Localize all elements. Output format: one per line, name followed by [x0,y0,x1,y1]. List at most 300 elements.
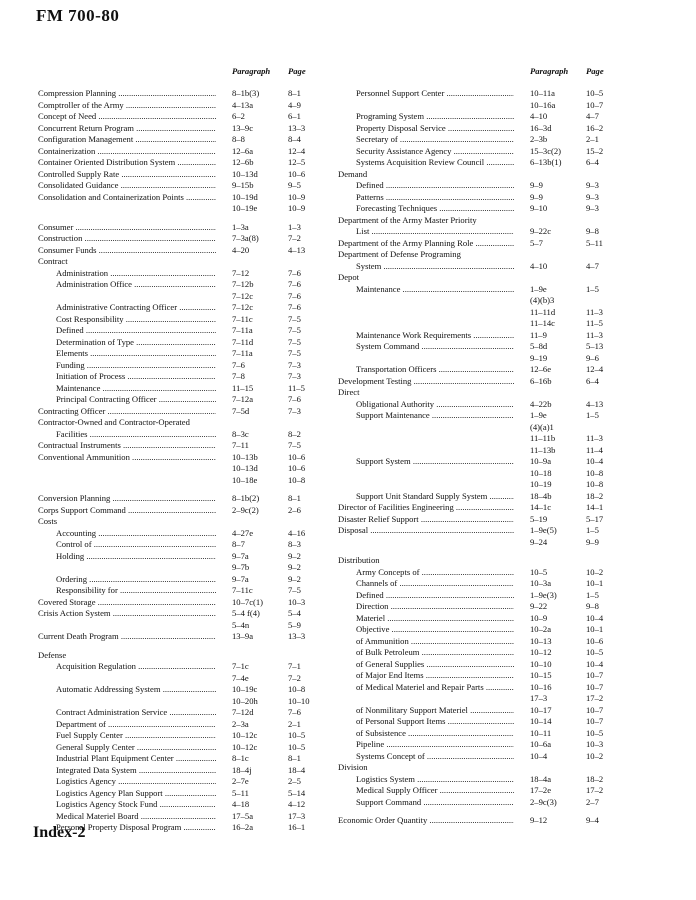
entry-term: Systems Concept of ..... [356,751,514,763]
index-entry [38,256,328,268]
entry-paragraph: 2–7e [232,776,249,786]
entry-paragraph: 10–20h [232,695,258,706]
entry-term: Programing System ..... [356,111,514,123]
index-entry [38,719,328,731]
index-entry [38,440,328,452]
entry-paragraph: 4–13a [232,99,254,110]
entry-paragraph: 18–4b [530,490,552,501]
entry-page: 12–4 [288,145,306,156]
entry-term: Patterns ..... [356,192,514,204]
entry-page: 8–3 [288,539,301,549]
entry-page: 10–5 [288,730,306,740]
entry-paragraph: 7–12 [232,267,250,278]
entry-page: 10–3 [586,739,604,749]
index-entry [338,636,614,648]
entry-page: 7–6 [288,302,301,312]
entry-paragraph: 10–13 [530,635,552,646]
entry-page: 10–7 [586,704,604,715]
entry-term: Forecasting Techniques ..... [356,203,514,215]
index-entry [38,562,328,574]
entry-term: of Bulk Petroleum ..... [356,647,514,659]
page-column-header: Page [288,66,306,76]
index-entry [38,661,328,673]
entry-page: 1–5 [586,525,599,535]
entry-term: Army Concepts of ..... [356,567,514,579]
entry-paragraph: 7–4e [232,672,249,683]
entry-paragraph: 6–16b [530,375,552,386]
index-entry [38,245,328,257]
index-entry [38,417,328,429]
entry-term: List ..... [356,226,514,238]
entry-page: 4–9 [288,99,301,110]
entry-term: Distribution [338,555,380,565]
entry-page: 10–5 [586,88,604,98]
entry-term: Contractual Instruments ..... [38,440,216,452]
entry-paragraph: 9–9 [530,191,543,202]
entry-paragraph: 9–19 [530,352,548,363]
entry-term: Consumer ..... [38,222,216,234]
entry-paragraph: 10–11a [530,88,555,98]
column-headers [38,62,328,88]
entry-paragraph: 17–2e [530,785,552,795]
entry-paragraph: 8–7 [232,539,245,549]
index-entry [338,364,614,376]
entry-page: 6–4 [586,157,599,167]
index-entry [338,134,614,146]
index-entry [38,574,328,586]
entry-page: 10–4 [586,612,604,623]
entry-paragraph: 7–6 [232,359,245,370]
entry-paragraph: 13–9a [232,631,254,641]
entry-term: Control of ..... [56,539,216,551]
entry-term: Transportation Officers ..... [356,364,514,376]
entry-term: Container Oriented Distribution System ..... [38,157,216,169]
entry-paragraph: 8–1c [232,753,249,763]
entry-term: Objective ..... [356,624,514,636]
entry-paragraph: 10–3a [530,578,552,588]
entry-paragraph: 9–24 [530,536,548,547]
entry-term: Economic Order Quantity ..... [338,815,514,827]
entry-paragraph: 9–22c [530,226,552,236]
page-footer: Index-2 [33,824,86,841]
entry-term: of General Supplies ..... [356,659,514,671]
entry-page: 18–2 [586,773,604,784]
entry-page: 9–2 [288,573,301,584]
entry-page: 9–6 [586,352,599,363]
entry-paragraph: 1–9e(5) [530,525,557,535]
index-entry [38,765,328,777]
index-entry [338,88,614,100]
entry-paragraph: 10–2a [530,624,552,634]
entry-page: 1–5 [586,589,599,600]
entry-term: Defense [38,649,67,660]
entry-term: Director of Facilities Engineering ..... [338,502,514,514]
entry-page: 2–5 [288,776,301,786]
index-entry [38,123,328,135]
entry-paragraph: 7–1c [232,661,249,671]
entry-paragraph: 7–11a [232,325,253,335]
index-entry [38,88,328,100]
entry-page: 9–2 [288,562,301,572]
index-entry [338,797,614,809]
entry-term: of Nonmilitary Support Materiel ..... [356,705,514,717]
entry-term: Contracting Officer ..... [38,406,216,418]
entry-page: 10–6 [288,463,306,473]
entry-page: 18–2 [586,490,604,501]
entry-page: 16–2 [586,122,604,133]
entry-paragraph: 7–12a [232,394,254,404]
index-entry [338,157,614,169]
index-entry [38,394,328,406]
index-entry [338,123,614,135]
entry-page: 10–7 [586,670,604,680]
index-entry [338,226,614,238]
entry-page: 15–2 [586,145,604,156]
entry-term: Consolidation and Containerization Points ..... [38,192,216,204]
entry-term: Department of the Army Master Priority [338,214,477,225]
entry-paragraph: 4–20 [232,244,250,255]
entry-paragraph: (4)(b)3 [530,295,555,305]
entry-paragraph: 9–22 [530,601,548,611]
entry-term: Demand [338,168,368,179]
entry-paragraph: 10–5 [530,566,548,577]
entry-page: 9–3 [586,191,599,202]
index-entry [38,585,328,597]
entry-term: Initiation of Process ..... [56,371,216,383]
entry-term: Maintenance Work Requirements ..... [356,330,514,342]
index-entry [338,433,614,445]
entry-paragraph: 10–10 [530,658,552,669]
entry-page: 7–2 [288,233,301,243]
entry-paragraph: 6–2 [232,111,245,121]
entry-paragraph: 10–12c [232,730,258,740]
entry-term: Support System ..... [356,456,514,468]
entry-paragraph: 5–4n [232,619,250,630]
entry-paragraph: 6–13b(1) [530,157,562,167]
entry-page: 10–7 [586,99,604,110]
entry-paragraph: 17–5a [232,810,254,821]
index-entry [38,146,328,158]
index-entry [38,406,328,418]
index-entry [38,620,328,632]
entry-term: Materiel ..... [356,613,514,625]
entry-term: Administrative Contracting Officer ..... [56,302,216,314]
entry-page: 10–5 [288,741,306,752]
entry-page: 2–1 [586,134,599,144]
entry-paragraph: 7–12c [232,290,254,301]
entry-term: General Supply Center ..... [56,742,216,754]
entry-term: Determination of Type ..... [56,337,216,349]
entry-term: Security Assistance Agency ..... [356,146,514,158]
entry-page: 11–3 [586,433,603,443]
entry-page: 10–6 [288,168,306,179]
index-entry [338,479,614,491]
index-entry [38,799,328,811]
index-entry [338,387,614,399]
entry-term: Administration ..... [56,268,216,280]
index-entry [338,785,614,797]
index-entry [38,279,328,291]
entry-paragraph: 2–3b [530,134,548,144]
entry-page: 5–17 [586,513,604,524]
index-entry [38,463,328,475]
index-entries [338,88,614,827]
entry-paragraph: 16–3d [530,122,552,133]
entry-paragraph: 10–13b [232,451,258,462]
entry-term: Direction ..... [356,601,514,613]
index-entry [338,468,614,480]
entry-paragraph: 16–2a [232,822,254,832]
entry-page: 5–4 [288,608,301,618]
entry-page: 1–5 [586,283,599,294]
entry-term: Logistics Agency Plan Support ..... [56,788,216,800]
entry-paragraph: 10–4 [530,750,548,761]
index-entry [38,134,328,146]
entry-paragraph: 4–22b [530,398,552,409]
entry-paragraph: 9–10 [530,203,548,213]
index-entry [338,578,614,590]
entry-page: 10–10 [288,695,310,706]
index-column-left [38,62,328,834]
index-entry [338,146,614,158]
entry-term: Defined ..... [356,180,514,192]
index-entry [338,601,614,613]
index-entry [338,537,614,549]
index-entry [338,705,614,717]
entry-page: 2–7 [586,796,599,807]
entry-page: 7–3 [288,371,301,381]
index-spacer [38,486,328,493]
entry-page: 17–2 [586,785,604,795]
entry-page: 9–9 [586,536,599,547]
entry-paragraph: 9–9 [530,180,543,190]
entry-term: Administration Office ..... [56,279,216,291]
entry-term: Personal Property Disposal Program ..... [56,822,216,834]
entry-page: 5–13 [586,341,604,351]
entry-term: Department of the Army Planning Role ..... [338,238,514,250]
index-entry [38,203,328,215]
index-entry [338,261,614,273]
entry-paragraph: 10–9 [530,612,548,623]
index-entry [38,788,328,800]
entry-paragraph: 11–15 [232,382,254,393]
entry-page: 7–2 [288,672,301,683]
entry-page: 8–1 [288,493,301,503]
entry-paragraph: 10–13d [232,168,258,179]
index-entry [338,238,614,250]
entry-term: Integrated Data System ..... [56,765,216,777]
entry-term: Consumer Funds ..... [38,245,216,257]
entry-page: 2–6 [288,504,301,515]
index-entry [338,180,614,192]
index-entry [338,659,614,671]
index-entries [38,88,328,834]
entry-term: Contract [38,256,68,266]
entry-paragraph: 10–12c [232,741,258,752]
entry-page: 10–2 [586,750,604,761]
index-entry [38,811,328,823]
entry-term: Department of Defense Programing [338,249,461,259]
entry-page: 2–1 [288,718,301,729]
paragraph-column-header: Paragraph [530,66,569,76]
entry-term: Disaster Relief Support ..... [338,514,514,526]
index-entry [338,682,614,694]
entry-page: 5–14 [288,787,306,798]
entry-term: Cost Responsibility ..... [56,314,216,326]
index-entry [338,295,614,307]
index-entry [38,528,328,540]
entry-page: 12–4 [586,364,604,374]
entry-term: Costs [38,516,58,526]
entry-page: 17–3 [288,810,306,821]
index-entry [38,111,328,123]
entry-page: 11–3 [586,329,603,340]
entry-page: 10–5 [586,647,604,657]
entry-term: Concurrent Return Program ..... [38,123,216,135]
entry-paragraph: 1–9e(3) [530,589,557,600]
entry-term: Division [338,762,368,772]
entry-paragraph: 9–7b [232,562,250,572]
entry-page: 7–5 [288,325,301,335]
index-entry [38,684,328,696]
entry-page: 7–1 [288,661,301,671]
entry-term: Construction ..... [38,233,216,245]
entry-paragraph: 10–19c [232,684,258,694]
entry-paragraph: 8–1b(3) [232,88,260,98]
entry-paragraph: 8–1b(2) [232,493,260,503]
entry-page: 4–7 [586,260,599,271]
entry-term: Disposal ..... [338,525,514,537]
entry-paragraph: 2–3a [232,718,249,729]
index-entry [338,456,614,468]
index-entry [38,742,328,754]
entry-term: Industrial Plant Equipment Center ..... [56,753,216,765]
index-spacer [38,215,328,222]
entry-paragraph: 7–11a [232,348,253,358]
index-entry [38,650,328,662]
index-entry [38,383,328,395]
entry-term: Maintenance ..... [356,284,514,296]
entry-paragraph: 10–17 [530,704,552,715]
index-entry [338,100,614,112]
index-entry [338,399,614,411]
entry-page: 10–5 [586,727,604,738]
entry-term: Facilities ..... [56,429,216,441]
entry-term: Elements ..... [56,348,216,360]
entry-paragraph: 10–15 [530,670,552,680]
entry-page: 4–16 [288,527,306,538]
entry-paragraph: 5–11 [232,787,249,798]
index-entry [38,505,328,517]
entry-paragraph: 13–9c [232,122,254,133]
entry-page: 7–6 [288,707,301,717]
entry-paragraph: 10–18 [530,467,552,478]
index-entry [38,551,328,563]
entry-term: of Major End Items ..... [356,670,514,682]
entry-paragraph: 5–19 [530,513,548,524]
entry-paragraph: 2–9c(2) [232,504,259,515]
index-entry [38,608,328,620]
entry-term: of Subsistence ..... [356,728,514,740]
entry-paragraph: 7–5d [232,405,250,416]
entry-page: 4–13 [586,398,604,409]
entry-term: System Command ..... [356,341,514,353]
entry-term: Conventional Ammunition ..... [38,452,216,464]
index-entry [338,330,614,342]
entry-term: Defined ..... [56,325,216,337]
entry-term: Controlled Supply Rate ..... [38,169,216,181]
entry-term: Maintenance ..... [56,383,216,395]
entry-paragraph: 11–11b [530,433,556,443]
entry-term: Systems Acquisition Review Council ..... [356,157,514,169]
index-entry [38,707,328,719]
entry-term: Covered Storage ..... [38,597,216,609]
index-entry [338,647,614,659]
index-entry [338,491,614,503]
index-entry [38,475,328,487]
index-entry [38,452,328,464]
entry-page: 16–1 [288,822,306,832]
entry-page: 7–5 [288,336,301,347]
entry-page: 9–8 [586,226,599,236]
index-entry [338,751,614,763]
entry-paragraph: 1–3a [232,221,249,232]
entry-paragraph: 5–7 [530,237,543,248]
entry-paragraph: 10–19 [530,479,552,489]
entry-page: 10–8 [288,474,306,485]
entry-term: Current Death Program ..... [38,631,216,643]
entry-page: 10–9 [288,203,306,213]
index-entry [338,111,614,123]
entry-term: Support Command ..... [356,797,514,809]
entry-page: 5–9 [288,619,301,630]
entry-term: Corps Support Command ..... [38,505,216,517]
entry-paragraph: 7–11d [232,336,254,347]
entry-page: 7–3 [288,359,301,370]
entry-page: 6–1 [288,111,301,121]
index-entry [38,371,328,383]
entry-page: 7–6 [288,394,301,404]
index-spacer [338,548,614,555]
index-entry [338,422,614,434]
entry-term: Configuration Management ..... [38,134,216,146]
entry-paragraph: 7–3a(8) [232,233,259,243]
index-entry [338,670,614,682]
entry-page: 10–8 [586,479,604,489]
index-entry [38,100,328,112]
entry-paragraph: 5–8d [530,341,548,351]
entry-paragraph: 10–18e [232,474,258,485]
entry-page: 8–1 [288,753,301,763]
entry-page: 1–3 [288,221,301,232]
entry-paragraph: 8–3c [232,428,249,439]
entry-page: 10–3 [288,596,306,607]
entry-paragraph: 10–14 [530,716,552,726]
index-entry [338,192,614,204]
entry-paragraph: 12–6e [530,364,552,374]
index-entry [338,307,614,319]
index-entry [338,555,614,567]
entry-paragraph: 2–9c(3) [530,796,557,807]
entry-term: of Ammunition ..... [356,636,514,648]
entry-term: Defined ..... [356,590,514,602]
entry-page: 10–6 [586,635,604,646]
entry-page: 11–4 [586,444,603,455]
entry-term: Logistics System ..... [356,774,514,786]
entry-page: 8–1 [288,88,301,98]
entry-term: of Personal Support Items ..... [356,716,514,728]
entry-page: 9–3 [586,203,599,213]
